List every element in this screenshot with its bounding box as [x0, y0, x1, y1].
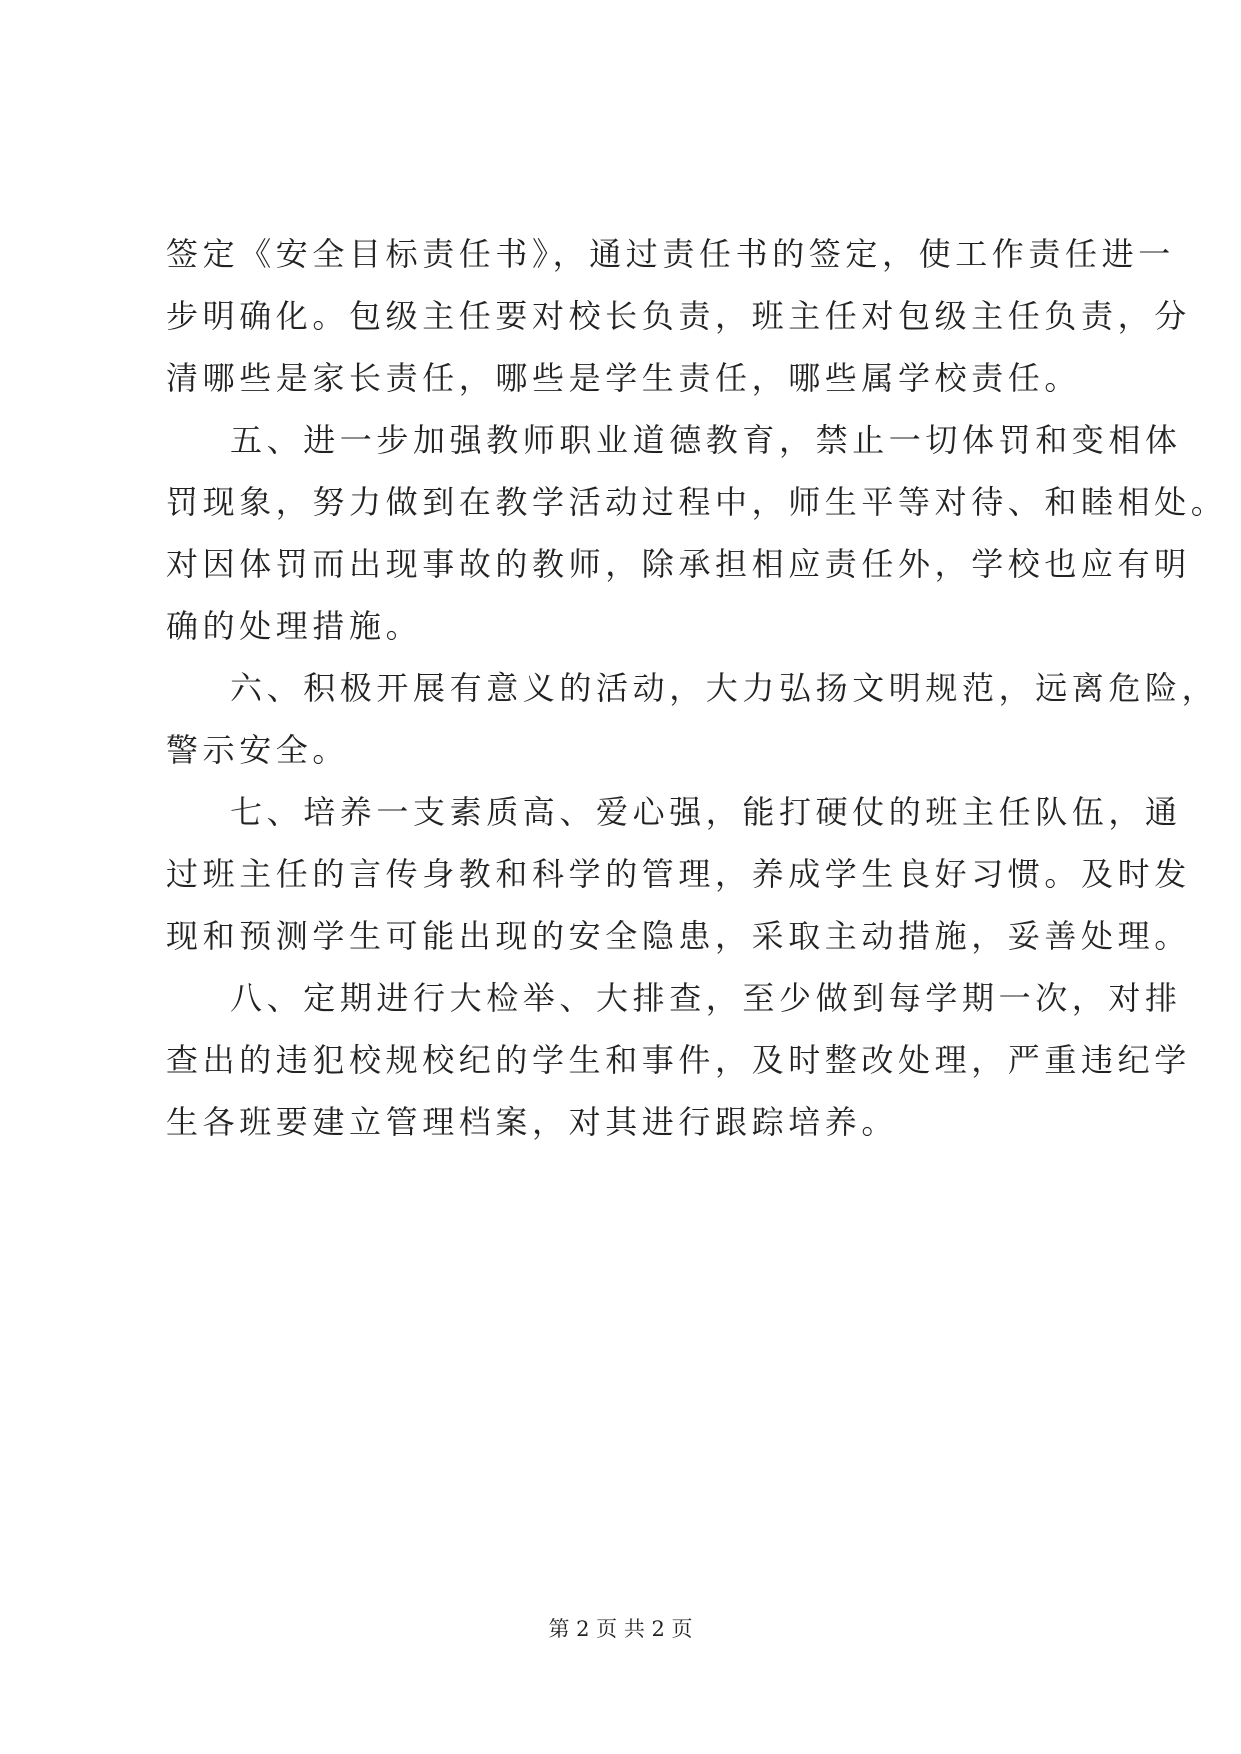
text-line: 警示安全。	[166, 731, 350, 769]
text-line: 步明确化。包级主任要对校长负责，班主任对包级主任负责，分	[166, 297, 1191, 335]
page-number-footer: 第 2 页 共 2 页	[548, 1617, 693, 1641]
paragraph-eight-first-line: 八、定期进行大检举、大排查，至少做到每学期一次，对排	[230, 979, 1182, 1017]
text-line: 确的处理措施。	[166, 607, 423, 645]
text-line: 过班主任的言传身教和科学的管理，养成学生良好习惯。及时发	[166, 855, 1191, 893]
text-line: 生各班要建立管理档案，对其进行跟踪培养。	[166, 1103, 899, 1141]
text-line: 查出的违犯校规校纪的学生和事件，及时整改处理，严重违纪学	[166, 1041, 1191, 1079]
text-line: 清哪些是家长责任，哪些是学生责任，哪些属学校责任。	[166, 359, 1082, 397]
text-line: 对因体罚而出现事故的教师，除承担相应责任外，学校也应有明	[166, 545, 1191, 583]
paragraph-five-first-line: 五、进一步加强教师职业道德教育，禁止一切体罚和变相体	[230, 421, 1182, 459]
paragraph-six-first-line: 六、积极开展有意义的活动，大力弘扬文明规范，远离危险，	[230, 669, 1219, 707]
text-line: 罚现象，努力做到在教学活动过程中，师生平等对待、和睦相处。	[166, 483, 1228, 521]
text-line: 签定《安全目标责任书》，通过责任书的签定，使工作责任进一	[166, 235, 1175, 273]
paragraph-seven-first-line: 七、培养一支素质高、爱心强，能打硬仗的班主任队伍，通	[230, 793, 1182, 831]
text-line: 现和预测学生可能出现的安全隐患，采取主动措施，妥善处理。	[166, 917, 1191, 955]
